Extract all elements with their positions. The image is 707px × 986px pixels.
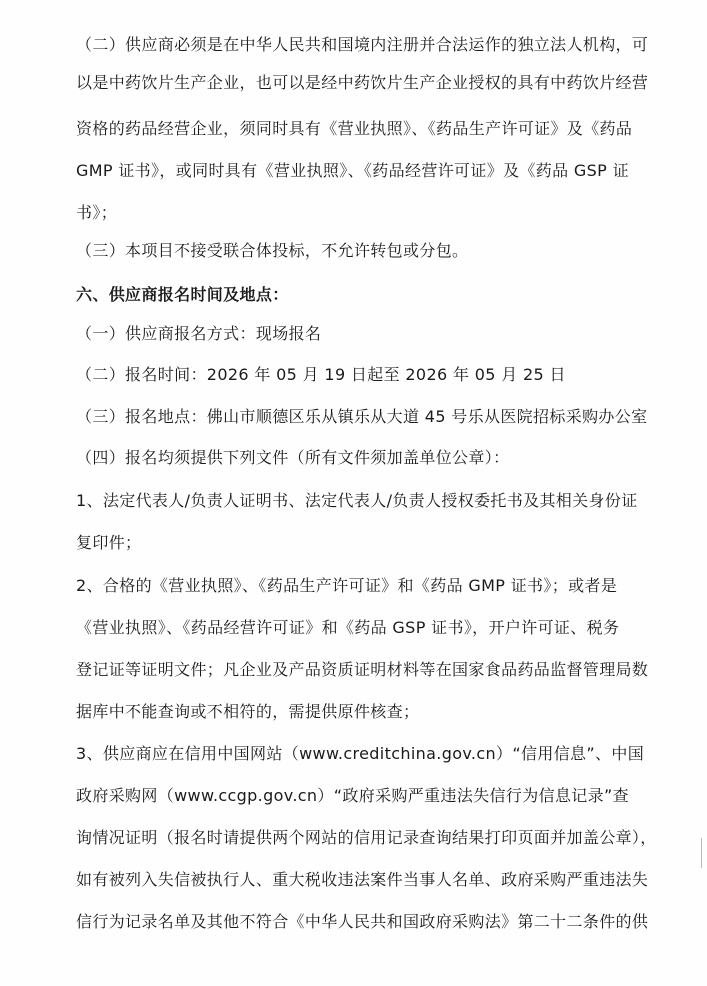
paragraph-line: 1、法定代表人/负责人证明书、法定代表人/负责人授权委托书及其相关身份证 [76,491,638,510]
paragraph-line: 3、供应商应在信用中国网站（www.creditchina.gov.cn）“信用信息”、中国 [76,744,645,763]
paragraph-line: （四）报名均须提供下列文件（所有文件须加盖单位公章）： [76,448,510,467]
paragraph-line: 2、合格的《营业执照》、《药品生产许可证》和《药品 GMP 证书》；或者是 [76,576,618,595]
scan-edge-mark [701,838,706,868]
paragraph-line: 复印件； [76,533,142,552]
paragraph-line: （二）报名时间：2026 年 05 月 19 日起至 2026 年 05 月 25 日 [76,365,566,384]
paragraph-line: 信行为记录名单及其他不符合《中华人民共和国政府采购法》第二十二条件的供 [76,912,649,931]
paragraph-line: GMP 证书》，或同时具有《营业执照》、《药品经营许可证》及《药品 GSP 证 [76,161,629,180]
paragraph-line: 登记证等证明文件；凡企业及产品资质证明材料等在国家食品药品监督管理局数 [76,660,649,679]
paragraph-line: 以是中药饮片生产企业，也可以是经中药饮片生产企业授权的具有中药饮片经营 [76,73,649,92]
paragraph-line: （三）报名地点：佛山市顺德区乐从镇乐从大道 45 号乐从医院招标采购办公室 [76,407,648,426]
paragraph-line: （一）供应商报名方式：现场报名 [76,324,322,343]
paragraph-line: 《营业执照》、《药品经营许可证》和《药品 GSP 证书》，开户许可证、税务 [76,618,620,637]
paragraph-line: 资格的药品经营企业，须同时具有《营业执照》、《药品生产许可证》及《药品 [76,119,633,138]
paragraph-line: 如有被列入失信被执行人、重大税收违法案件当事人名单、政府采购严重违法失 [76,870,649,889]
paragraph-line: 政府采购网（www.ccgp.gov.cn）“政府采购严重违法失信行为信息记录”查 [76,786,629,805]
paragraph-line: 询情况证明（报名时请提供两个网站的信用记录查询结果打印页面并加盖公章）， [76,828,657,847]
paragraph-line: （三）本项目不接受联合体投标，不允许转包或分包。 [76,241,469,260]
section-heading: 六、供应商报名时间及地点： [76,285,289,304]
paragraph-line: 书》； [76,203,118,222]
paragraph-line: （二）供应商必须是在中华人民共和国境内注册并合法运作的独立法人机构，可 [76,35,649,54]
paragraph-line: 据库中不能查询或不相符的，需提供原件核查； [76,702,420,721]
